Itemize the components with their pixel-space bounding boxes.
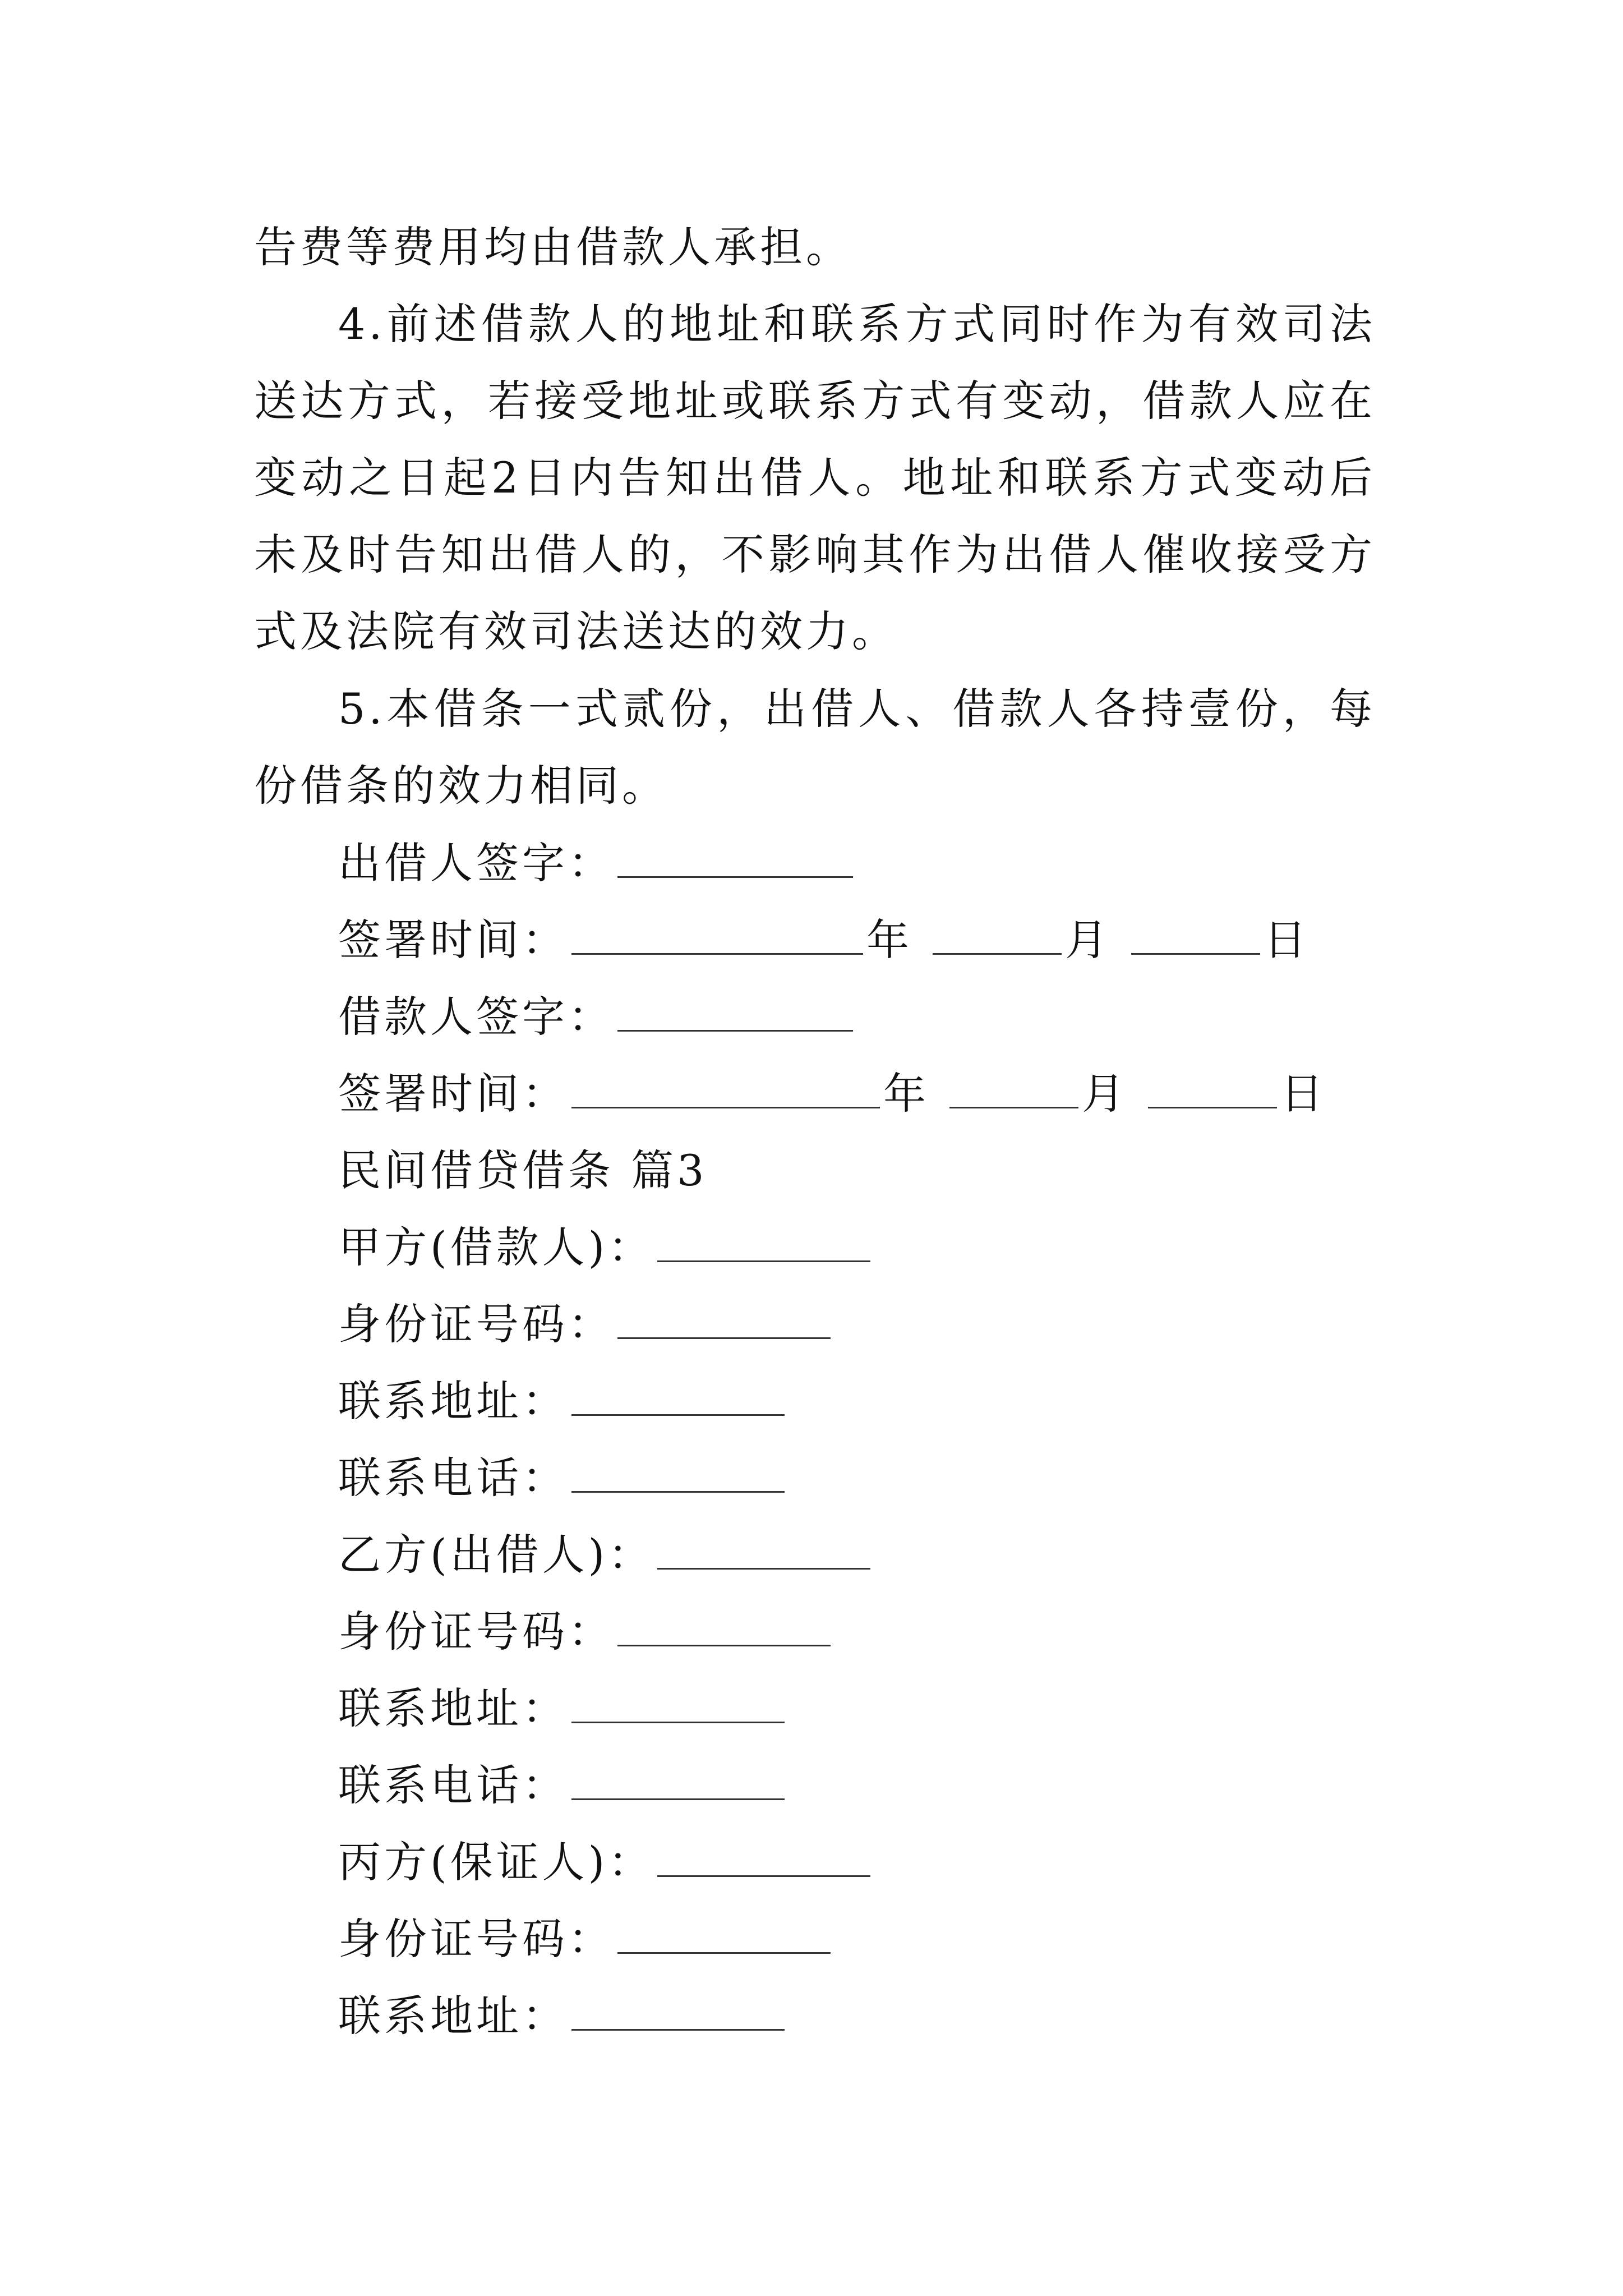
field-label: 联系地址： [338,1683,568,1733]
borrower-day-label: 日 [1280,1069,1327,1119]
field-label: 甲方(借款人)： [338,1222,654,1272]
borrower-year-label: 年 [883,1069,929,1119]
lender-date-label: 签署时间： [338,915,568,965]
section-title: 民间借贷借条 篇3 [338,1145,708,1195]
field-label: 身份证号码： [338,1914,614,1964]
lender-year-label: 年 [866,915,912,965]
field-party-c-id [338,1901,834,1977]
field-label: 联系电话： [338,1760,568,1810]
field-blank[interactable] [657,1836,870,1877]
borrower-month-label: 月 [1082,1069,1128,1119]
field-label: 丙方(保证人)： [338,1837,654,1887]
borrower-date-line [338,1055,1326,1132]
paragraph-fee: 告费等费用均由借款人承担。 [254,222,852,272]
field-party-c-address [338,1977,788,2054]
field-party-b-id [338,1593,834,1670]
field-label: 身份证号码： [338,1607,614,1657]
field-label: 联系地址： [338,1991,568,2041]
borrower-date-label: 签署时间： [338,1069,568,1119]
lender-day-label: 日 [1264,915,1310,965]
field-blank[interactable] [571,1759,785,1800]
field-blank[interactable] [617,1298,831,1339]
field-party-a [338,1209,874,1286]
field-blank[interactable] [571,1682,785,1723]
field-party-a-address [338,1363,788,1439]
field-blank[interactable] [657,1529,870,1570]
lender-date-line [338,901,1310,978]
borrower-month-blank[interactable] [949,1068,1078,1108]
field-label: 乙方(出借人)： [338,1530,654,1580]
lender-month-blank[interactable] [933,914,1062,955]
lender-year-blank[interactable] [571,914,863,955]
borrower-signature-line [338,978,856,1055]
lender-signature-blank[interactable] [617,837,853,878]
field-blank[interactable] [657,1221,870,1262]
field-blank[interactable] [617,1913,831,1954]
lender-signature-label: 出借人签字： [338,838,614,888]
field-party-b-address [338,1670,788,1747]
paragraph-clause-4: 4.前述借款人的地址和联系方式同时作为有效司法送达方式，若接受地址或联系方式有变动，借款人应在变动之日起2日内告知出借人。地址和联系方式变动后未及时告知出借人的，不影响其作为出借人催收接受方式及法院有效司法送达的效力。 [254,299,1376,656]
borrower-signature-label: 借款人签字： [338,992,614,1042]
paragraph-clause-5: 5.本借条一式贰份，出借人、借款人各持壹份，每份借条的效力相同。 [254,684,1376,811]
field-label: 身份证号码： [338,1299,614,1349]
field-party-b [338,1516,874,1593]
field-blank[interactable] [571,1375,785,1416]
field-party-c [338,1824,874,1901]
field-label: 联系电话： [338,1453,568,1503]
field-blank[interactable] [617,1605,831,1646]
borrower-year-blank[interactable] [571,1068,880,1108]
field-party-a-id [338,1286,834,1363]
field-party-a-phone [338,1439,788,1516]
lender-month-label: 月 [1065,915,1112,965]
borrower-signature-blank[interactable] [617,991,853,1032]
field-party-b-phone [338,1747,788,1824]
borrower-day-blank[interactable] [1148,1068,1277,1108]
field-blank[interactable] [571,1990,785,2031]
field-blank[interactable] [571,1452,785,1493]
field-label: 联系地址： [338,1376,568,1426]
lender-day-blank[interactable] [1131,914,1260,955]
lender-signature-line [338,825,856,901]
